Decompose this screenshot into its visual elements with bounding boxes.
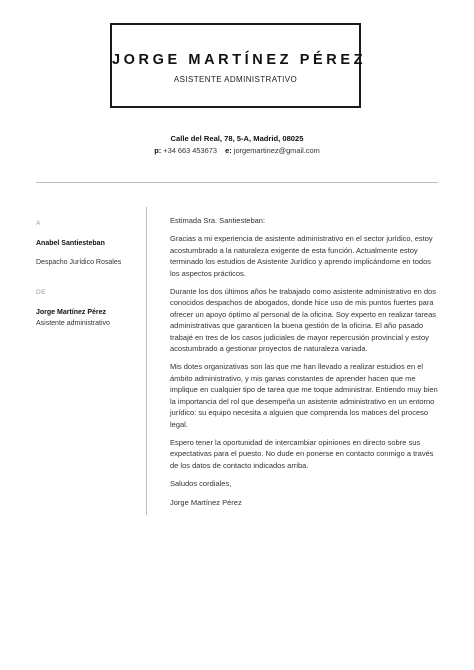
letter-paragraph: Espero tener la oportunidad de intercambiar opiniones en directo sobre sus expectativas para el puesto. No dude en ponerse en contacto conmigo a través de los datos de contacto indicados arriba.: [170, 437, 434, 470]
phone-number: +34 663 453673: [163, 146, 217, 155]
horizontal-divider: [36, 182, 438, 183]
email-address[interactable]: jorgemartinez@gmail.com: [233, 146, 320, 155]
recipient-label: A: [36, 220, 41, 227]
email-label: e:: [225, 146, 232, 155]
vertical-divider: [146, 207, 147, 515]
letter-paragraph: Mis dotes organizativas son las que me han llevado a realizar estudios en el ámbito administrativo, y mis ganas constantes de aprender hacen que me implique en cualquier tipo de tarea que me toque administrar. Entiendo muy bien la importancia del rol que desempeña un asistente administrativo en un entorno jurídico: su equipo necesita a alguien que comprenda los matices del proceso legal.: [170, 362, 438, 429]
sender-name: Jorge Martínez Pérez: [36, 309, 107, 316]
letter-paragraph: Durante los dos últimos años he trabajado como asistente administrativo en dos conocidos despachos de abogados, donde hice uso de mis puntos fuertes para ofrecer un apoyo óptimo al personal de la oficina. Soy experto en realizar tareas administrativas que garanticen la buena gestión de la oficina. El año pasado trabajé en tres de los casos judiciales de mayor repercusión provincial y estoy acostumbrado a gestionar proyectos de naturaleza variada.: [170, 287, 436, 354]
job-title: ASISTENTE ADMINISTRATIVO: [173, 75, 298, 84]
sender-role: Asistente administrativo: [36, 320, 110, 327]
applicant-name: JORGE MARTÍNEZ PÉREZ: [112, 52, 367, 68]
letter-body: [170, 215, 442, 515]
letter-greeting: Estimada Sra. Santiesteban:: [170, 216, 266, 225]
contact-line: [0, 146, 474, 155]
address-line: Calle del Real, 78, 5-A, Madrid, 08025: [170, 134, 304, 143]
name-header-box: [110, 23, 367, 108]
letter-paragraph: Gracias a mi experiencia de asistente administrativo en el sector jurídico, estoy acostumbrado a la naturaleza exigente de esta función. Actualmente estoy terminado los estudios de Asistente Jurídico y aprendo implicándome en todos los aspectos prácticos.: [170, 234, 433, 278]
letter-signature: Jorge Martínez Pérez: [170, 497, 242, 507]
recipient-name: Anabel Santiesteban: [36, 240, 105, 247]
letter-closing: Saludos cordiales,: [170, 479, 232, 489]
phone-label: p:: [154, 146, 162, 155]
recipient-company: Despacho Jurídico Rosales: [36, 259, 122, 266]
sender-label: DE: [36, 289, 46, 296]
